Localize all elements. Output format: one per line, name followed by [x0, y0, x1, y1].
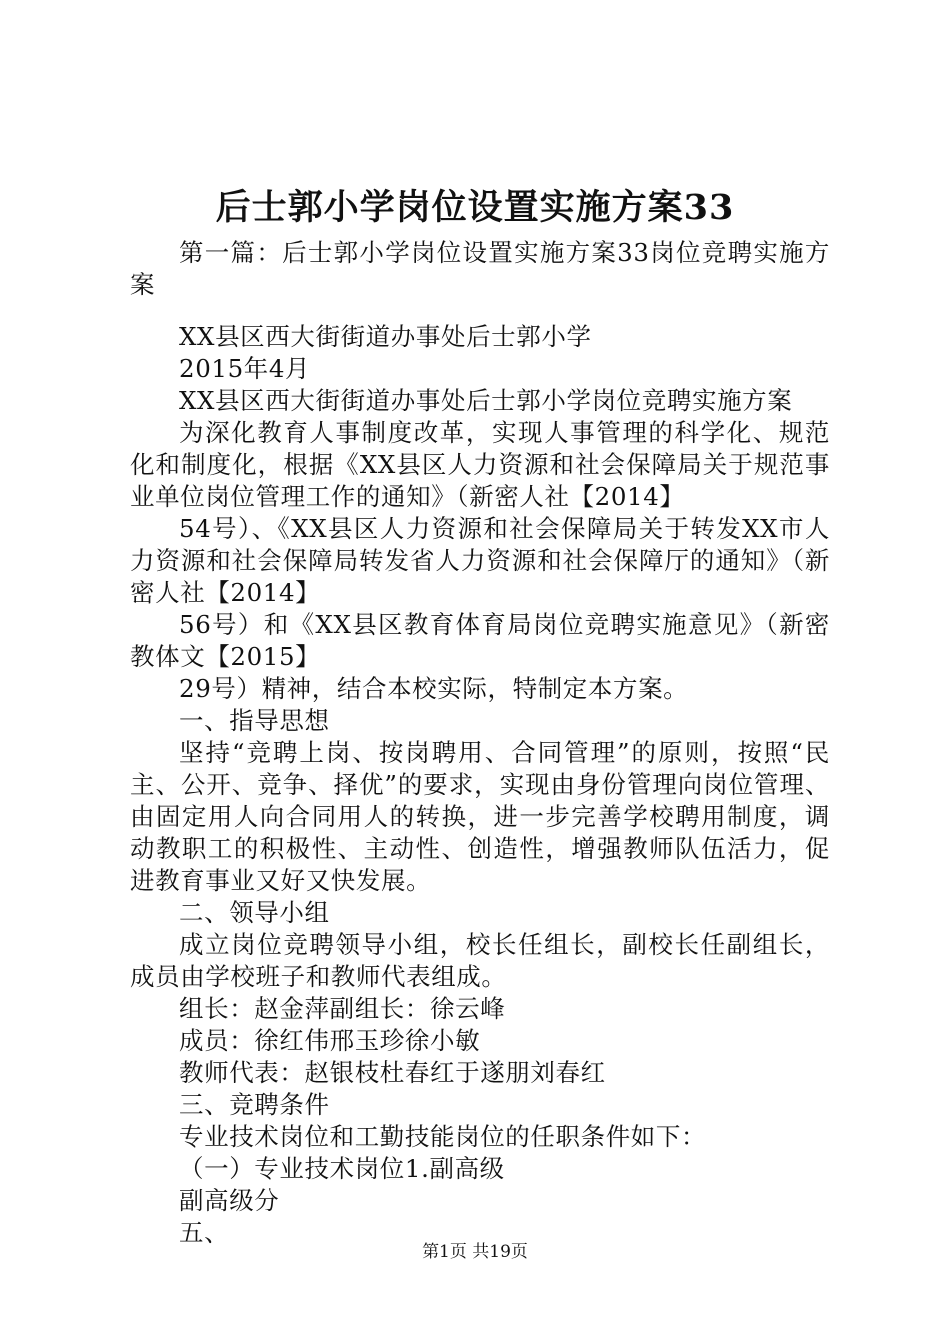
section-heading-guiding-ideology: 一、指导思想: [179, 706, 330, 735]
document-body: [130, 237, 830, 1249]
paragraph-plan-title: XX县区西大街街道办事处后士郭小学岗位竞聘实施方案: [179, 386, 793, 415]
paragraph-group-leader: 组长：赵金萍副组长：徐云峰: [179, 994, 506, 1023]
paragraph-professional-posts: （一）专业技术岗位1.副高级: [179, 1154, 505, 1183]
paragraph-guiding-ideology: 坚持“竞聘上岗、按岗聘用、合同管理”的原则，按照“民主、公开、竞争、择优”的要求，实现由身份管理向岗位管理、由固定用人向合同用人的转换，进一步完善学校聘用制度，调动教职工的积极性、主动性、创造性，增强教师队伍活力，促进教育事业又好又快发展。: [130, 738, 830, 895]
section-heading-conditions: 三、竞聘条件: [179, 1090, 330, 1119]
paragraph-intro: 为深化教育人事制度改革，实现人事管理的科学化、规范化和制度化，根据《XX县区人力资源和社会保障局关于规范事业单位岗位管理工作的通知》（新密人社【2014】: [130, 418, 830, 511]
paragraph-date: 2015年4月: [179, 354, 311, 383]
paragraph-reference-29: 29号）精神，结合本校实际，特制定本方案。: [179, 674, 689, 703]
document-title: 后士郭小学岗位设置实施方案33: [215, 187, 735, 228]
paragraph-reference-56: 56号）和《XX县区教育体育局岗位竞聘实施意见》（新密教体文【2015】: [130, 610, 830, 671]
paragraph-leadership-group: 成立岗位竞聘领导小组，校长任组长，副校长任副组长，成员由学校班子和教师代表组成。: [130, 930, 830, 991]
paragraph-members: 成员：徐红伟邢玉珍徐小敏: [179, 1026, 481, 1055]
paragraph-teacher-reps: 教师代表：赵银枝杜春红于遂朋刘春红: [179, 1058, 606, 1087]
paragraph-school-name: XX县区西大街街道办事处后士郭小学: [179, 322, 592, 351]
paragraph-part-one-heading: 第一篇：后士郭小学岗位设置实施方案33岗位竞聘实施方案: [130, 238, 830, 299]
section-heading-leadership-group: 二、领导小组: [179, 898, 330, 927]
paragraph-conditions-intro: 专业技术岗位和工勤技能岗位的任职条件如下：: [179, 1122, 707, 1151]
paragraph-section-five: 五、: [179, 1218, 230, 1247]
paragraph-senior-score: 副高级分: [179, 1186, 280, 1215]
paragraph-reference-54: 54号）、《XX县区人力资源和社会保障局关于转发XX市人力资源和社会保障局转发省人力资源和社会保障厅的通知》（新密人社【2014】: [130, 514, 830, 607]
page-footer: 第1页 共19页: [422, 1242, 528, 1262]
